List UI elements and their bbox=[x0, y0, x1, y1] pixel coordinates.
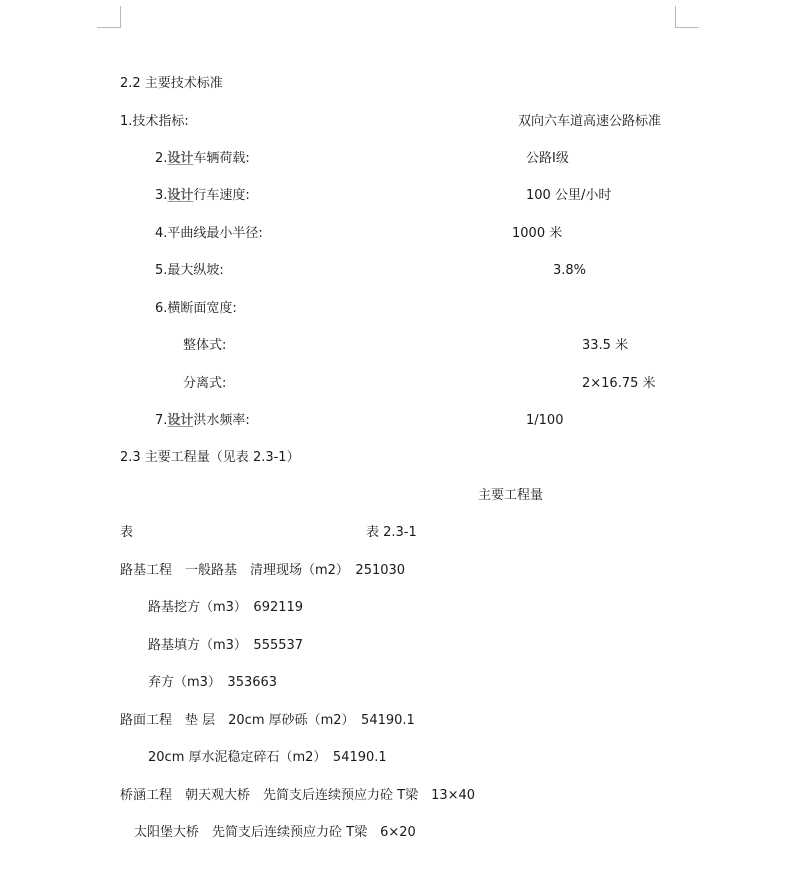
spec-label-integral: 整体式: bbox=[183, 338, 227, 353]
design-link-3[interactable]: 设计 bbox=[167, 188, 194, 203]
table-row: 路基填方（m3） 555537 bbox=[148, 638, 304, 653]
design-link-2[interactable]: 设计 bbox=[167, 151, 194, 166]
table-number: 表 2.3-1 bbox=[366, 525, 417, 540]
table-title: 主要工程量 bbox=[478, 488, 544, 503]
spec-label-separated: 分离式: bbox=[183, 376, 227, 391]
spec-value-4: 1000 米 bbox=[512, 226, 563, 241]
crop-mark-top-left-vertical bbox=[120, 6, 121, 28]
table-row: 路基工程 一般路基 清理现场（m2） 251030 bbox=[120, 563, 406, 578]
table-row: 桥涵工程 朝天观大桥 先简支后连续预应力砼 T梁 13×40 bbox=[120, 788, 476, 803]
table-label: 表 bbox=[120, 525, 134, 540]
spec-prefix-3: 3. bbox=[155, 188, 168, 203]
spec-value-3: 100 公里/小时 bbox=[526, 188, 612, 203]
spec-value-5: 3.8% bbox=[553, 263, 587, 278]
table-row: 路面工程 垫 层 20cm 厚砂砾（m2） 54190.1 bbox=[120, 713, 415, 728]
section-heading-2-2: 2.2 主要技术标准 bbox=[120, 76, 223, 91]
spec-label-7 bbox=[155, 413, 250, 429]
spec-label-4: 4.平曲线最小半径: bbox=[155, 226, 263, 241]
spec-prefix-2: 2. bbox=[155, 151, 168, 166]
spec-label-2 bbox=[155, 151, 250, 167]
spec-label-1: 1.技术指标: bbox=[120, 114, 189, 129]
spec-label-rest-2: 车辆荷载: bbox=[193, 151, 250, 166]
spec-label-rest-7: 洪水频率: bbox=[193, 413, 250, 428]
table-row: 路基挖方（m3） 692119 bbox=[148, 600, 304, 615]
spec-label-rest-3: 行车速度: bbox=[193, 188, 250, 203]
table-row: 20cm 厚水泥稳定碎石（m2） 54190.1 bbox=[148, 750, 387, 765]
spec-label-5: 5.最大纵坡: bbox=[155, 263, 224, 278]
spec-value-integral: 33.5 米 bbox=[582, 338, 629, 353]
spec-value-2: 公路Ⅰ级 bbox=[526, 151, 569, 166]
spec-value-separated: 2×16.75 米 bbox=[582, 376, 656, 391]
table-row: 太阳堡大桥 先简支后连续预应力砼 T梁 6×20 bbox=[134, 825, 416, 840]
spec-prefix-7: 7. bbox=[155, 413, 168, 428]
spec-value-1: 双向六车道高速公路标准 bbox=[518, 114, 662, 129]
section-heading-2-3: 2.3 主要工程量（见表 2.3-1） bbox=[120, 450, 300, 465]
crop-mark-top-left bbox=[97, 27, 121, 28]
spec-label-6: 6.横断面宽度: bbox=[155, 301, 237, 316]
design-link-7[interactable]: 设计 bbox=[167, 413, 194, 428]
table-row: 弃方（m3） 353663 bbox=[148, 675, 278, 690]
spec-label-3 bbox=[155, 188, 250, 204]
crop-mark-top-right bbox=[675, 27, 699, 28]
crop-mark-top-right-vertical bbox=[675, 6, 676, 28]
spec-value-7: 1/100 bbox=[526, 413, 564, 428]
